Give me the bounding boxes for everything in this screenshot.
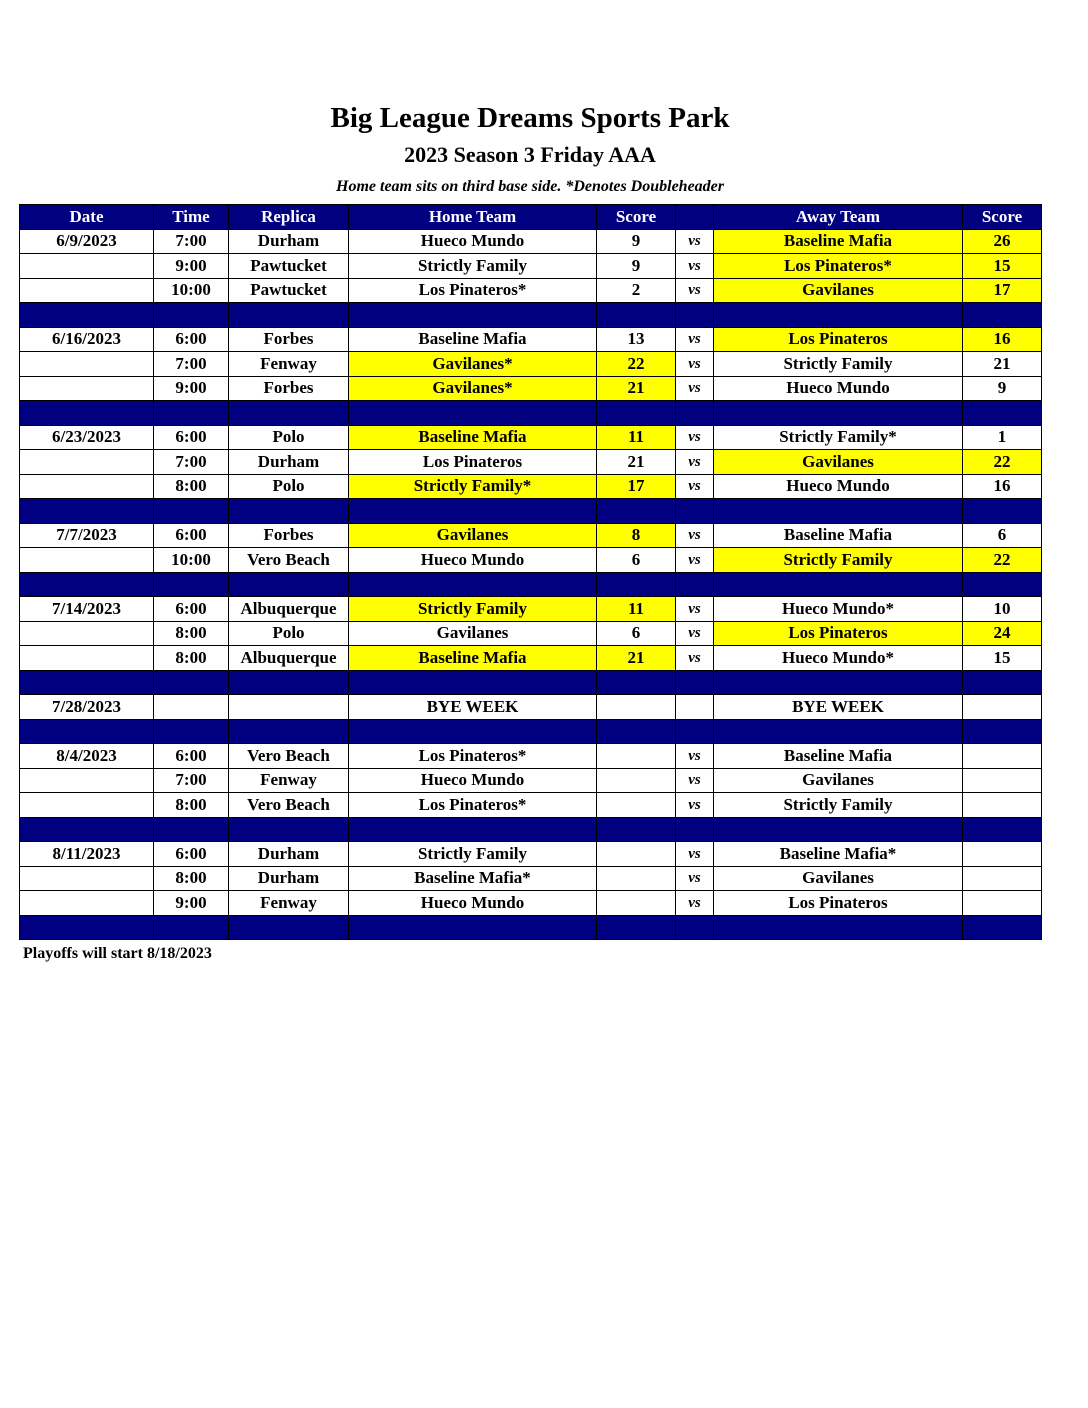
separator-cell (349, 670, 597, 695)
home-score: 22 (597, 352, 676, 377)
game-time: 10:00 (154, 548, 229, 573)
col-replica: Replica (229, 205, 349, 230)
away-score (963, 842, 1042, 867)
home-score: 6 (597, 621, 676, 646)
week-separator (20, 572, 1042, 597)
home-team: Hueco Mundo (349, 548, 597, 573)
game-replica: Pawtucket (229, 254, 349, 279)
separator-cell (20, 670, 154, 695)
week-separator (20, 670, 1042, 695)
game-time: 7:00 (154, 768, 229, 793)
game-row (20, 793, 1042, 818)
vs-label: vs (676, 842, 714, 867)
game-replica: Pawtucket (229, 278, 349, 303)
game-date (20, 352, 154, 377)
vs-label: vs (676, 597, 714, 622)
header-row (20, 205, 1042, 230)
page-subtitle: 2023 Season 3 Friday AAA (404, 142, 656, 167)
home-score: 6 (597, 548, 676, 573)
game-replica: Durham (229, 866, 349, 891)
game-row (20, 695, 1042, 720)
away-score: 26 (963, 229, 1042, 254)
away-team: Hueco Mundo (714, 376, 963, 401)
separator-cell (349, 572, 597, 597)
separator-cell (20, 499, 154, 524)
game-row (20, 523, 1042, 548)
week-separator (20, 719, 1042, 744)
game-row (20, 597, 1042, 622)
separator-cell (597, 401, 676, 426)
away-team: Strictly Family (714, 793, 963, 818)
game-row (20, 621, 1042, 646)
away-score: 16 (963, 474, 1042, 499)
away-team: Strictly Family (714, 352, 963, 377)
home-score (597, 891, 676, 916)
separator-cell (349, 499, 597, 524)
away-team: Los Pinateros (714, 891, 963, 916)
game-time: 8:00 (154, 866, 229, 891)
game-row (20, 891, 1042, 916)
game-date (20, 646, 154, 671)
separator-cell (349, 915, 597, 940)
separator-cell (676, 915, 714, 940)
separator-cell (714, 499, 963, 524)
home-team: Baseline Mafia (349, 327, 597, 352)
home-team: Gavilanes* (349, 352, 597, 377)
home-score: 9 (597, 229, 676, 254)
away-team: Los Pinateros* (714, 254, 963, 279)
separator-cell (597, 670, 676, 695)
vs-label: vs (676, 278, 714, 303)
vs-label: vs (676, 376, 714, 401)
vs-label: vs (676, 352, 714, 377)
game-row (20, 842, 1042, 867)
col-away-team: Away Team (714, 205, 963, 230)
separator-cell (963, 817, 1042, 842)
away-score (963, 891, 1042, 916)
away-score (963, 744, 1042, 769)
home-team: Hueco Mundo (349, 229, 597, 254)
away-score: 15 (963, 646, 1042, 671)
home-score: 8 (597, 523, 676, 548)
separator-cell (597, 719, 676, 744)
away-score (963, 793, 1042, 818)
home-team: Baseline Mafia (349, 646, 597, 671)
game-date: 8/11/2023 (20, 842, 154, 867)
away-team: Hueco Mundo (714, 474, 963, 499)
game-date: 7/28/2023 (20, 695, 154, 720)
game-replica: Fenway (229, 768, 349, 793)
home-team: Strictly Family (349, 842, 597, 867)
away-score: 9 (963, 376, 1042, 401)
separator-cell (154, 817, 229, 842)
vs-label: vs (676, 548, 714, 573)
separator-cell (963, 572, 1042, 597)
away-team: BYE WEEK (714, 695, 963, 720)
game-replica: Forbes (229, 327, 349, 352)
game-row (20, 376, 1042, 401)
vs-label: vs (676, 891, 714, 916)
game-date (20, 548, 154, 573)
vs-label: vs (676, 744, 714, 769)
home-team: Gavilanes (349, 523, 597, 548)
home-team: Los Pinateros* (349, 278, 597, 303)
separator-cell (229, 915, 349, 940)
separator-cell (154, 401, 229, 426)
game-date (20, 793, 154, 818)
home-team: Hueco Mundo (349, 768, 597, 793)
separator-cell (154, 670, 229, 695)
separator-cell (676, 303, 714, 328)
away-team: Gavilanes (714, 278, 963, 303)
game-replica: Vero Beach (229, 548, 349, 573)
game-row (20, 768, 1042, 793)
separator-cell (20, 915, 154, 940)
home-team: Gavilanes (349, 621, 597, 646)
vs-label: vs (676, 254, 714, 279)
game-time: 6:00 (154, 842, 229, 867)
game-replica: Fenway (229, 891, 349, 916)
week-separator (20, 915, 1042, 940)
game-replica: Fenway (229, 352, 349, 377)
home-score: 11 (597, 425, 676, 450)
separator-cell (20, 401, 154, 426)
away-score (963, 866, 1042, 891)
away-score: 1 (963, 425, 1042, 450)
separator-cell (963, 670, 1042, 695)
away-score (963, 695, 1042, 720)
game-date (20, 474, 154, 499)
separator-cell (20, 572, 154, 597)
separator-cell (597, 499, 676, 524)
game-time: 9:00 (154, 254, 229, 279)
home-team: BYE WEEK (349, 695, 597, 720)
vs-label: vs (676, 450, 714, 475)
game-row (20, 327, 1042, 352)
home-team: Strictly Family (349, 254, 597, 279)
game-time: 6:00 (154, 327, 229, 352)
separator-cell (714, 670, 963, 695)
separator-cell (20, 817, 154, 842)
away-team: Los Pinateros (714, 327, 963, 352)
away-team: Baseline Mafia (714, 229, 963, 254)
away-score: 22 (963, 450, 1042, 475)
game-date: 7/7/2023 (20, 523, 154, 548)
game-replica: Forbes (229, 376, 349, 401)
game-row (20, 229, 1042, 254)
away-score: 21 (963, 352, 1042, 377)
separator-cell (597, 303, 676, 328)
away-team: Hueco Mundo* (714, 646, 963, 671)
separator-cell (229, 303, 349, 328)
game-date: 8/4/2023 (20, 744, 154, 769)
separator-cell (349, 303, 597, 328)
home-score (597, 842, 676, 867)
separator-cell (714, 303, 963, 328)
week-separator (20, 817, 1042, 842)
vs-label: vs (676, 621, 714, 646)
game-replica: Durham (229, 450, 349, 475)
game-row (20, 278, 1042, 303)
game-row (20, 744, 1042, 769)
col-time: Time (154, 205, 229, 230)
home-team: Strictly Family (349, 597, 597, 622)
vs-label: vs (676, 229, 714, 254)
game-date (20, 866, 154, 891)
game-date (20, 621, 154, 646)
game-replica: Vero Beach (229, 793, 349, 818)
separator-cell (20, 303, 154, 328)
separator-cell (714, 572, 963, 597)
game-row (20, 425, 1042, 450)
game-time: 6:00 (154, 523, 229, 548)
separator-cell (714, 915, 963, 940)
home-score: 13 (597, 327, 676, 352)
separator-cell (154, 719, 229, 744)
separator-cell (676, 401, 714, 426)
separator-cell (154, 499, 229, 524)
home-team: Los Pinateros* (349, 793, 597, 818)
separator-cell (963, 401, 1042, 426)
away-score: 17 (963, 278, 1042, 303)
separator-cell (676, 670, 714, 695)
away-score: 22 (963, 548, 1042, 573)
home-team: Gavilanes* (349, 376, 597, 401)
home-team: Baseline Mafia* (349, 866, 597, 891)
schedule-body (20, 229, 1042, 940)
away-team: Strictly Family* (714, 425, 963, 450)
game-row (20, 866, 1042, 891)
col-away-score: Score (963, 205, 1042, 230)
vs-label: vs (676, 474, 714, 499)
separator-cell (963, 915, 1042, 940)
game-time: 10:00 (154, 278, 229, 303)
separator-cell (963, 499, 1042, 524)
home-score (597, 866, 676, 891)
separator-cell (349, 401, 597, 426)
game-date: 6/9/2023 (20, 229, 154, 254)
vs-label: vs (676, 768, 714, 793)
separator-cell (963, 303, 1042, 328)
col-vs (676, 205, 714, 230)
away-team: Strictly Family (714, 548, 963, 573)
home-team: Los Pinateros (349, 450, 597, 475)
game-time: 8:00 (154, 621, 229, 646)
away-score: 6 (963, 523, 1042, 548)
home-score: 21 (597, 450, 676, 475)
game-date (20, 450, 154, 475)
separator-cell (229, 572, 349, 597)
separator-cell (714, 817, 963, 842)
game-replica: Polo (229, 621, 349, 646)
separator-cell (714, 719, 963, 744)
game-date (20, 254, 154, 279)
game-time: 9:00 (154, 891, 229, 916)
game-time: 9:00 (154, 376, 229, 401)
game-date (20, 891, 154, 916)
separator-cell (963, 719, 1042, 744)
game-replica: Albuquerque (229, 597, 349, 622)
away-team: Los Pinateros (714, 621, 963, 646)
game-date: 7/14/2023 (20, 597, 154, 622)
home-score (597, 793, 676, 818)
vs-label (676, 695, 714, 720)
separator-cell (349, 817, 597, 842)
separator-cell (714, 401, 963, 426)
col-home-score: Score (597, 205, 676, 230)
game-time: 7:00 (154, 450, 229, 475)
week-separator (20, 303, 1042, 328)
game-replica: Polo (229, 425, 349, 450)
game-time: 7:00 (154, 229, 229, 254)
home-score (597, 695, 676, 720)
game-replica: Forbes (229, 523, 349, 548)
game-date (20, 376, 154, 401)
home-score: 17 (597, 474, 676, 499)
vs-label: vs (676, 793, 714, 818)
game-replica: Albuquerque (229, 646, 349, 671)
vs-label: vs (676, 425, 714, 450)
away-team: Hueco Mundo* (714, 597, 963, 622)
game-time: 6:00 (154, 425, 229, 450)
separator-cell (597, 915, 676, 940)
away-score: 10 (963, 597, 1042, 622)
away-team: Baseline Mafia (714, 523, 963, 548)
separator-cell (229, 719, 349, 744)
away-score: 16 (963, 327, 1042, 352)
home-team: Baseline Mafia (349, 425, 597, 450)
game-row (20, 548, 1042, 573)
game-time: 6:00 (154, 744, 229, 769)
separator-cell (154, 572, 229, 597)
schedule-table (19, 204, 1042, 940)
separator-cell (676, 719, 714, 744)
home-score: 21 (597, 376, 676, 401)
away-team: Gavilanes (714, 450, 963, 475)
game-row (20, 352, 1042, 377)
separator-cell (229, 499, 349, 524)
home-team: Hueco Mundo (349, 891, 597, 916)
away-team: Baseline Mafia* (714, 842, 963, 867)
away-team: Gavilanes (714, 768, 963, 793)
home-score (597, 768, 676, 793)
separator-cell (229, 401, 349, 426)
home-score: 9 (597, 254, 676, 279)
separator-cell (229, 817, 349, 842)
game-row (20, 254, 1042, 279)
game-row (20, 450, 1042, 475)
separator-cell (154, 303, 229, 328)
home-score: 2 (597, 278, 676, 303)
game-date: 6/23/2023 (20, 425, 154, 450)
vs-label: vs (676, 866, 714, 891)
separator-cell (229, 670, 349, 695)
game-replica: Polo (229, 474, 349, 499)
home-score: 11 (597, 597, 676, 622)
separator-cell (597, 817, 676, 842)
col-home-team: Home Team (349, 205, 597, 230)
game-replica: Durham (229, 229, 349, 254)
game-time: 6:00 (154, 597, 229, 622)
away-team: Baseline Mafia (714, 744, 963, 769)
game-replica: Durham (229, 842, 349, 867)
game-row (20, 474, 1042, 499)
game-time: 8:00 (154, 474, 229, 499)
game-replica: Vero Beach (229, 744, 349, 769)
home-team: Los Pinateros* (349, 744, 597, 769)
separator-cell (676, 817, 714, 842)
away-score (963, 768, 1042, 793)
week-separator (20, 401, 1042, 426)
home-score (597, 744, 676, 769)
game-date (20, 278, 154, 303)
home-score: 21 (597, 646, 676, 671)
game-replica (229, 695, 349, 720)
away-score: 15 (963, 254, 1042, 279)
playoffs-note: Playoffs will start 8/18/2023 (23, 945, 212, 962)
game-row (20, 646, 1042, 671)
game-time: 8:00 (154, 793, 229, 818)
separator-cell (20, 719, 154, 744)
game-date (20, 768, 154, 793)
vs-label: vs (676, 523, 714, 548)
week-separator (20, 499, 1042, 524)
away-team: Gavilanes (714, 866, 963, 891)
game-time (154, 695, 229, 720)
separator-cell (597, 572, 676, 597)
game-time: 8:00 (154, 646, 229, 671)
away-score: 24 (963, 621, 1042, 646)
vs-label: vs (676, 327, 714, 352)
separator-cell (676, 572, 714, 597)
vs-label: vs (676, 646, 714, 671)
game-date: 6/16/2023 (20, 327, 154, 352)
separator-cell (154, 915, 229, 940)
home-team: Strictly Family* (349, 474, 597, 499)
game-time: 7:00 (154, 352, 229, 377)
separator-cell (676, 499, 714, 524)
separator-cell (349, 719, 597, 744)
schedule-note: Home team sits on third base side. *Denotes Doubleheader (336, 178, 724, 195)
page-title: Big League Dreams Sports Park (330, 102, 730, 134)
col-date: Date (20, 205, 154, 230)
